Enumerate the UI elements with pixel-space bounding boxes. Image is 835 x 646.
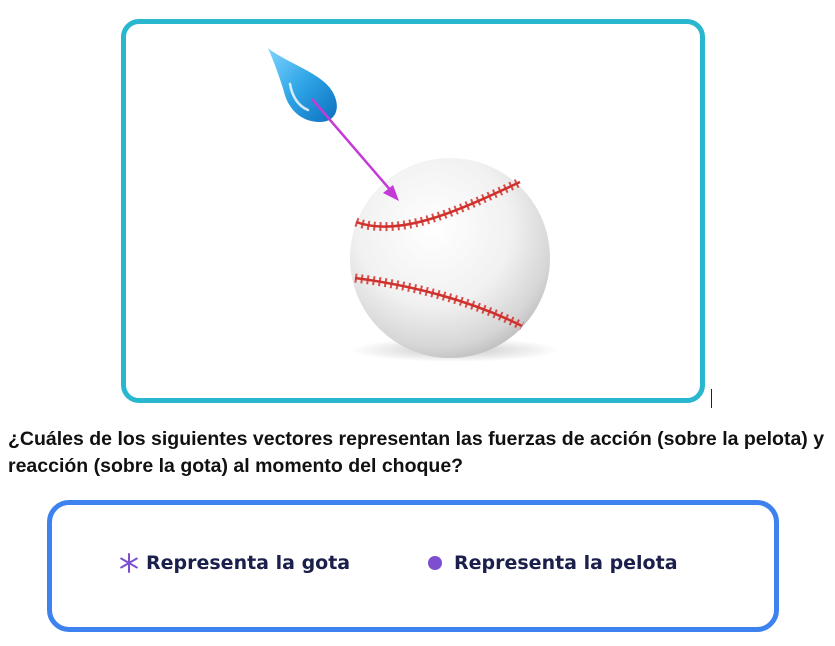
- legend-item-pelota: [428, 552, 678, 574]
- legend-item-gota: [118, 552, 350, 574]
- baseball-icon: [350, 158, 550, 358]
- dot-icon: [428, 556, 442, 570]
- asterisk-icon: [118, 552, 140, 574]
- arrow-icon: [312, 99, 399, 201]
- water-drop-icon: [268, 48, 337, 122]
- legend-label-gota: Representa la gota: [146, 552, 351, 574]
- legend-label-pelota: Representa la pelota: [454, 552, 678, 574]
- text-cursor: [711, 389, 712, 408]
- question-text: ¿Cuáles de los siguientes vectores representan las fuerzas de acción (sobre la pelota) y reacción (sobre la gota) al momento del choque?: [8, 428, 825, 477]
